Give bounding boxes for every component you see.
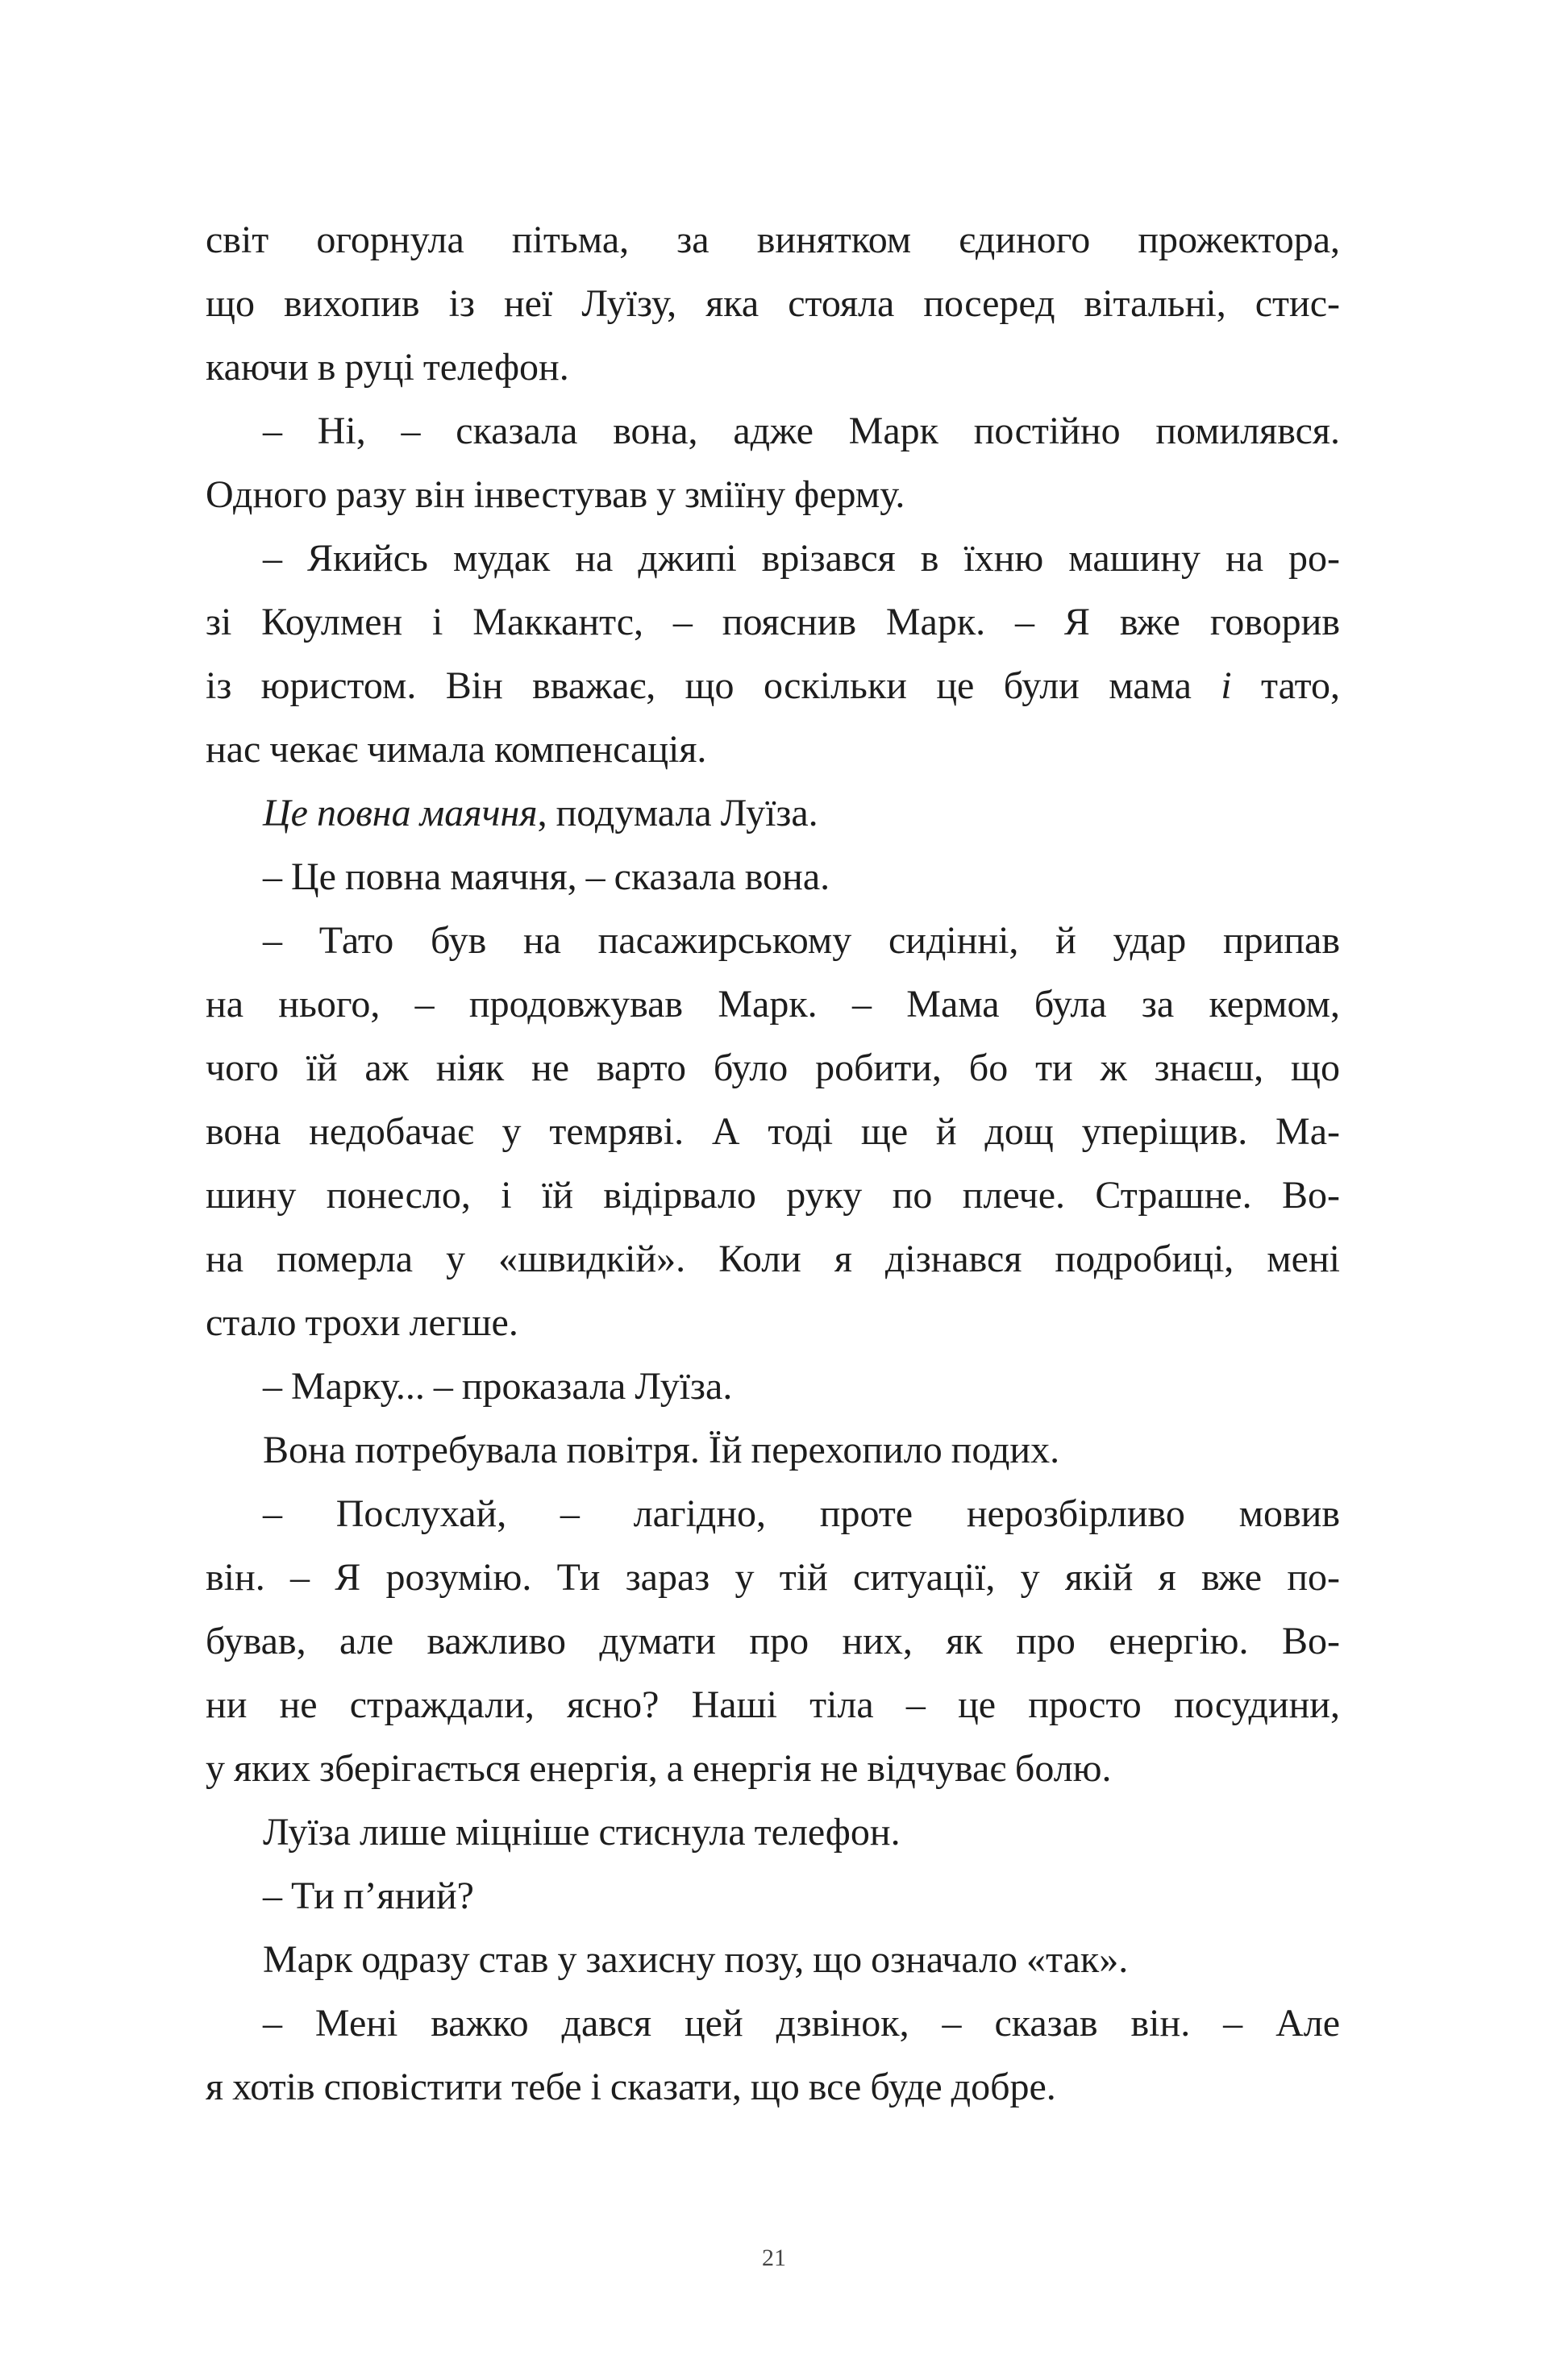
text-line [206,1864,1340,1928]
text-line [206,1163,1340,1227]
text-segment: Одного разу він інвестував у зміїну ферму. [206,473,905,516]
text-line [206,208,1340,272]
text-segment: ни не страждали, ясно? Наші тіла – це просто посудини, [206,1683,1340,1726]
text-line [206,845,1340,909]
text-line [206,399,1340,463]
page-number: 21 [762,2245,786,2271]
text-line [206,1546,1340,1609]
text-line [206,272,1340,335]
text-line [206,590,1340,654]
italic-text: Це повна маячня [263,792,538,834]
text-segment: Марк одразу став у захисну позу, що означало «так». [263,1938,1129,1981]
text-segment: я хотів сповістити тебе і сказати, що все буде добре. [206,2066,1056,2108]
text-line [206,1100,1340,1163]
text-segment: – Якийсь мудак на джипі врізався в їхню машину на ро- [263,537,1340,580]
text-line [206,1418,1340,1482]
text-line [206,781,1340,845]
text-segment: він. – Я розумію. Ти зараз у тій ситуації, у якій я вже по- [206,1556,1340,1599]
text-line [206,2055,1340,2119]
text-line [206,335,1340,399]
text-segment: вона недобачає у темряві. А тоді ще й дощ уперіщив. Ма- [206,1110,1340,1153]
text-line [206,972,1340,1036]
text-segment: Луїза лише міцніше стиснула телефон. [263,1811,901,1854]
text-segment: нас чекає чимала компенсація. [206,728,707,771]
text-segment: , подумала Луїза. [537,792,818,834]
body-text [206,208,1340,2119]
text-segment: стало трохи легше. [206,1301,518,1344]
text-line [206,1737,1340,1800]
text-segment: – Ні, – сказала вона, адже Марк постійно помилявся. [263,410,1340,452]
text-line [206,1609,1340,1673]
text-segment: світ огорнула пітьма, за винятком єдиного прожектора, [206,218,1340,261]
text-segment: чого їй аж ніяк не варто було робити, бо ти ж знаєш, що [206,1046,1340,1089]
text-line [206,1227,1340,1291]
italic-text: і [1221,664,1232,707]
text-segment: – Послухай, – лагідно, проте нерозбірливо мовив [263,1492,1340,1535]
text-segment: шину понесло, і їй відірвало руку по плече. Страшне. Во- [206,1174,1340,1217]
text-segment: у яких зберігається енергія, а енергія не відчуває болю. [206,1747,1112,1790]
text-segment: – Тато був на пасажирському сидінні, й удар припав [263,919,1340,962]
text-line [206,1291,1340,1354]
text-line [206,1928,1340,1991]
text-line [206,1482,1340,1546]
text-segment: із юристом. Він вважає, що оскільки це були мама [206,664,1221,707]
text-segment: Вона потребувала повітря. Їй перехопило подих. [263,1429,1060,1471]
text-segment: бував, але важливо думати про них, як про енергію. Во- [206,1620,1340,1662]
text-line [206,1673,1340,1737]
text-segment: на померла у «швидкій». Коли я дізнався подробиці, мені [206,1238,1340,1280]
text-segment: – Марку... – проказала Луїза. [263,1365,733,1408]
text-segment: на нього, – продовжував Марк. – Мама була за кермом, [206,983,1340,1026]
text-segment: тато, [1231,664,1340,707]
text-segment: – Це повна маячня, – сказала вона. [263,855,830,898]
text-line [206,1991,1340,2055]
text-line [206,526,1340,590]
text-line [206,1354,1340,1418]
text-segment: що вихопив із неї Луїзу, яка стояла посеред вітальні, стис- [206,282,1340,325]
text-line [206,463,1340,526]
text-segment: зі Коулмен і Маккантс, – пояснив Марк. – Я вже говорив [206,601,1340,643]
text-line [206,909,1340,972]
text-segment: каючи в руці телефон. [206,346,569,389]
text-line [206,718,1340,781]
text-segment: – Ти п’яний? [263,1874,474,1917]
text-line [206,1800,1340,1864]
text-segment: – Мені важко дався цей дзвінок, – сказав він. – Але [263,2002,1340,2045]
text-line [206,1036,1340,1100]
text-line [206,654,1340,718]
